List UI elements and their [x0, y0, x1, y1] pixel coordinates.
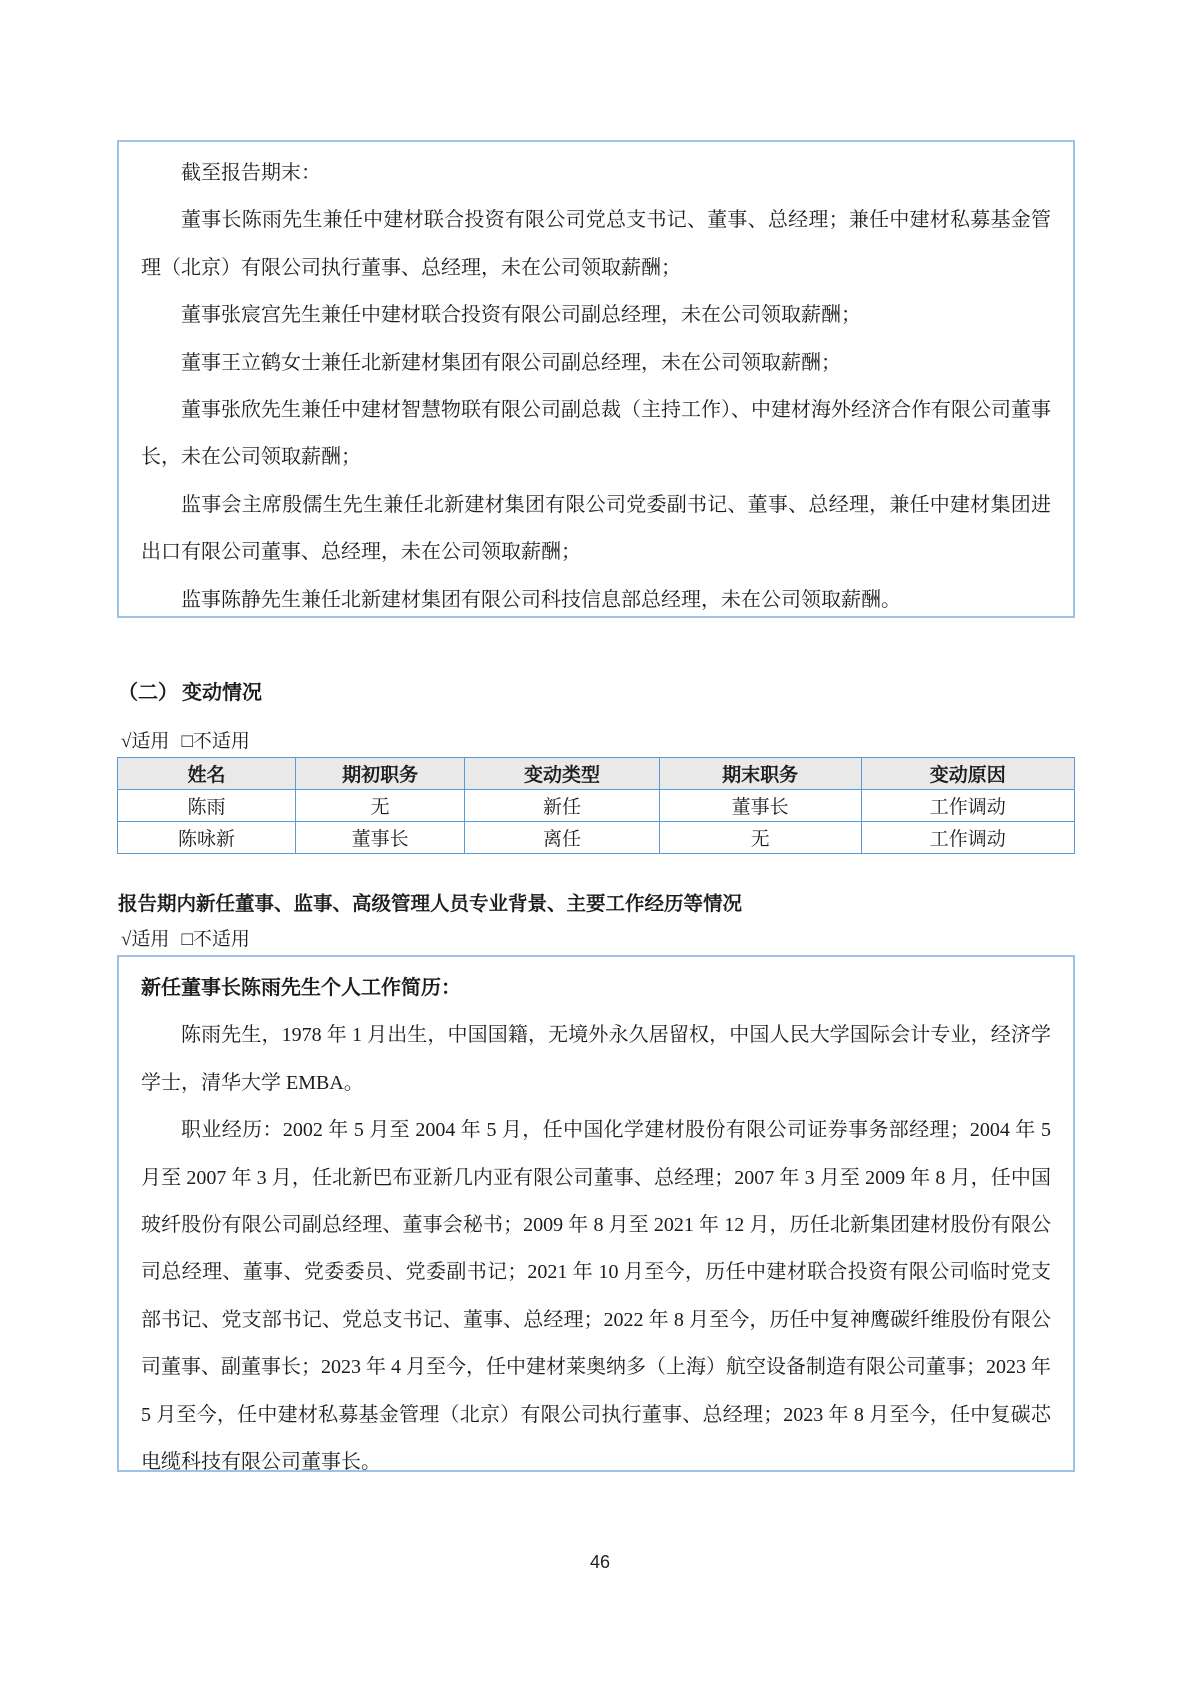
- resume-box: [117, 955, 1075, 1472]
- cell-initial-position: 无: [296, 790, 465, 822]
- not-applicable-label: □不适用: [181, 731, 250, 752]
- table-header-row: [118, 758, 1075, 790]
- resume-paragraph: 职业经历：2002 年 5 月至 2004 年 5 月，任中国化学建材股份有限公司证券事务部经理；2004 年 5 月至 2007 年 3 月，任北新巴布亚新几内亚有限公司董事、总经理；2007 年 3 月至 2009 年 8 月，任中国玻纤股份有限公司副总经理、董事会秘书；2009 年 8 月至 2021 年 12 月，历任北新集团建材股份有限公司总经理、董事、党委委员、党委副书记；2021 年 10 月至今，历任中建材联合投资有限公司临时党支部书记、党支部书记、党总支书记、董事、总经理；2022 年 8 月至今，历任中复神鹰碳纤维股份有限公司董事、副董事长；2023 年 4 月至今，任中建材莱奥纳多（上海）航空设备制造有限公司董事；2023 年 5 月至今，任中建材私募基金管理（北京）有限公司执行董事、总经理；2023 年 8 月至今，任中复碳芯电缆科技有限公司董事长。: [141, 1119, 1051, 1474]
- cell-change-type: 新任: [465, 790, 659, 822]
- column-header-change-type: 变动类型: [465, 758, 659, 790]
- cell-initial-position: 董事长: [296, 822, 465, 854]
- applicability-line: [121, 924, 250, 951]
- cell-change-reason: 工作调动: [861, 822, 1074, 854]
- page-number: 46: [589, 1552, 611, 1572]
- summary-paragraph: 董事王立鹤女士兼任北新建材集团有限公司副总经理，未在公司领取薪酬；: [181, 351, 841, 374]
- change-table: [117, 757, 1075, 854]
- background-section-heading: 报告期内新任董事、监事、高级管理人员专业背景、主要工作经历等情况: [118, 894, 743, 915]
- summary-paragraph: 监事会主席殷儒生先生兼任北新建材集团有限公司党委副书记、董事、总经理，兼任中建材集团进出口有限公司董事、总经理，未在公司领取薪酬；: [141, 493, 1051, 564]
- summary-paragraph: 董事张欣先生兼任中建材智慧物联有限公司副总裁（主持工作）、中建材海外经济合作有限公司董事长，未在公司领取薪酬；: [141, 399, 1051, 469]
- summary-paragraph: 截至报告期末：: [181, 162, 321, 184]
- table-row: [118, 822, 1075, 854]
- column-header-name: 姓名: [118, 758, 296, 790]
- section-title: 变动情况: [182, 682, 262, 704]
- summary-paragraph: 监事陈静先生兼任北新建材集团有限公司科技信息部总经理，未在公司领取薪酬。: [181, 588, 901, 611]
- resume-paragraph: 陈雨先生，1978 年 1 月出生，中国国籍，无境外永久居留权，中国人民大学国际会计专业，经济学学士，清华大学 EMBA。: [141, 1024, 1051, 1094]
- section-heading-changes: [118, 676, 262, 705]
- cell-name: 陈雨: [118, 790, 296, 822]
- table-row: [118, 790, 1075, 822]
- column-header-initial-position: 期初职务: [296, 758, 465, 790]
- section-numbering: （二）: [118, 682, 178, 704]
- directors-positions-box: [117, 140, 1075, 618]
- cell-final-position: 董事长: [659, 790, 861, 822]
- applicable-checked-label: √适用: [121, 929, 170, 950]
- resume-title: 新任董事长陈雨先生个人工作简历：: [141, 977, 461, 999]
- applicable-checked-label: √适用: [121, 731, 170, 752]
- column-header-final-position: 期末职务: [659, 758, 861, 790]
- cell-name: 陈咏新: [118, 822, 296, 854]
- summary-paragraph: 董事长陈雨先生兼任中建材联合投资有限公司党总支书记、董事、总经理；兼任中建材私募基金管理（北京）有限公司执行董事、总经理，未在公司领取薪酬；: [141, 209, 1051, 279]
- cell-change-reason: 工作调动: [861, 790, 1074, 822]
- summary-paragraph: 董事张宸宫先生兼任中建材联合投资有限公司副总经理，未在公司领取薪酬；: [181, 304, 861, 327]
- not-applicable-label: □不适用: [181, 929, 250, 950]
- column-header-change-reason: 变动原因: [861, 758, 1074, 790]
- cell-final-position: 无: [659, 822, 861, 854]
- applicability-line: [121, 726, 250, 753]
- cell-change-type: 离任: [465, 822, 659, 854]
